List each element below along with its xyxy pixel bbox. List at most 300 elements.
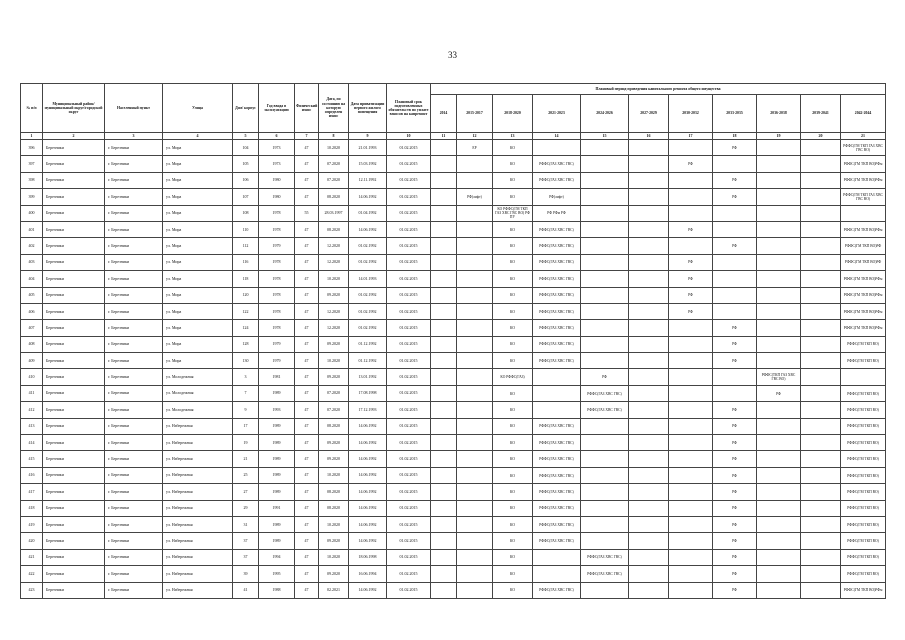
cell-period: РФФС(ГАЗ ХВС ГВС) [581,566,629,582]
cell-period [801,336,841,352]
cell-period [801,582,841,598]
cell-period [457,582,493,598]
cell-st: ул. Мира [163,172,233,188]
cell-h: 21 [233,451,259,467]
cell-period: РФ [713,516,757,532]
cell-period [801,516,841,532]
cell-no: 409 [21,353,43,369]
cell-w: 47 [295,320,319,336]
cell-period [801,500,841,516]
cell-y: 1978 [259,320,295,336]
cell-period: РФФС(ГМ ТКП ВО)РФм [841,172,886,188]
cell-w: 47 [295,353,319,369]
cell-period: РФФС(ГАЗ ХВС ГВС) [533,467,581,483]
cell-period [669,385,713,401]
cell-period [457,205,493,221]
cell-period [457,303,493,319]
cell-w: 47 [295,336,319,352]
cell-st: ул. Набережная [163,582,233,598]
cell-s: г. Березники [105,189,163,205]
cell-period [457,271,493,287]
col-year-built-header: Год ввода в эксплуатацию [259,84,295,133]
cell-m: Березники [43,140,105,156]
table-row [21,418,886,434]
cell-period [457,238,493,254]
cell-period [431,418,457,434]
cell-d: 28.03.1997 [319,205,349,221]
cell-period [757,320,801,336]
cell-period: КО [493,418,533,434]
cell-period: КО [493,582,533,598]
cell-m: Березники [43,336,105,352]
table-row [21,467,886,483]
cell-st: ул. Мира [163,271,233,287]
cell-period [457,353,493,369]
cell-period [801,140,841,156]
column-number: 3 [105,133,163,140]
cell-h: 105 [233,156,259,172]
cell-period [669,205,713,221]
cell-h: 124 [233,320,259,336]
cell-period: КО [493,271,533,287]
cell-period: РФФС(ГМ ТКП ГАЗ ХВС ГВС ВО) [841,140,886,156]
cell-period [757,189,801,205]
cell-period: КО [493,484,533,500]
column-number: 18 [713,133,757,140]
cell-period [581,156,629,172]
cell-period [431,320,457,336]
cell-y: 1978 [259,271,295,287]
cell-period: РФ(лифт) [533,189,581,205]
cell-h: 108 [233,205,259,221]
cell-period [431,140,457,156]
cell-h: 25 [233,467,259,483]
cell-w: 47 [295,566,319,582]
cell-st: ул. Мира [163,254,233,270]
cell-period [431,533,457,549]
cell-period [629,369,669,385]
cell-y: 1994 [259,549,295,565]
column-number: 21 [841,133,886,140]
col-house-header: Дом/ корпус [233,84,259,133]
cell-period: КО [493,353,533,369]
cell-period: РФФС(ГАЗ ХВС ГВС) [533,353,581,369]
table-row [21,353,886,369]
cell-period [757,287,801,303]
cell-dl: 01.02.2015 [387,500,431,516]
cell-period: КО [493,402,533,418]
cell-period [669,402,713,418]
cell-period: РФ(лифт) [457,189,493,205]
cell-no: 423 [21,582,43,598]
cell-period [581,303,629,319]
cell-h: 122 [233,303,259,319]
cell-period: РФФС(ГМ ТКП ВО) [841,385,886,401]
cell-y: 1988 [259,582,295,598]
column-number: 20 [801,133,841,140]
cell-dl: 01.02.2015 [387,566,431,582]
cell-w: 47 [295,303,319,319]
cell-period: КО [493,140,533,156]
cell-period [533,566,581,582]
cell-period [757,435,801,451]
cell-p: 01.02.1992 [349,238,387,254]
cell-period [669,320,713,336]
cell-period: РФ [713,320,757,336]
period-header: 2030-2032 [669,95,713,133]
cell-h: 130 [233,353,259,369]
cell-period: РФФС(ГМ ТКП ВО)РФ [841,254,886,270]
cell-p: 14.06.1992 [349,516,387,532]
cell-period [629,140,669,156]
column-number: 5 [233,133,259,140]
cell-period [669,566,713,582]
table-row [21,484,886,500]
cell-period [713,385,757,401]
column-number: 8 [319,133,349,140]
cell-d: 10.2020 [319,467,349,483]
column-number: 9 [349,133,387,140]
cell-s: г. Березники [105,353,163,369]
capital-repair-table [20,83,886,599]
cell-period [581,205,629,221]
cell-st: ул. Набережная [163,435,233,451]
cell-no: 400 [21,205,43,221]
table-row [21,271,886,287]
cell-d: 07.2020 [319,156,349,172]
cell-no: 405 [21,287,43,303]
cell-s: г. Березники [105,303,163,319]
cell-period [581,336,629,352]
cell-d: 07.2020 [319,385,349,401]
table-row [21,156,886,172]
cell-period: РФФС(ГАЗ ХВС ГВС) [581,385,629,401]
cell-w: 47 [295,271,319,287]
cell-st: ул. Набережная [163,533,233,549]
cell-period [801,287,841,303]
cell-period [431,467,457,483]
cell-y: 1978 [259,303,295,319]
cell-period [431,287,457,303]
cell-period [629,418,669,434]
period-header: 2033-2035 [713,95,757,133]
cell-s: г. Березники [105,336,163,352]
cell-period: ЕР [457,140,493,156]
cell-period [431,385,457,401]
cell-period [629,205,669,221]
cell-period [431,402,457,418]
cell-d: 10.2020 [319,271,349,287]
cell-p: 14.06.1992 [349,582,387,598]
cell-s: г. Березники [105,221,163,237]
cell-period [757,549,801,565]
cell-period [629,582,669,598]
cell-period: РФФС(ГАЗ ХВС ГВС) [533,418,581,434]
cell-period: РФ [713,467,757,483]
cell-st: ул. Набережная [163,516,233,532]
cell-w: 47 [295,287,319,303]
cell-period [431,353,457,369]
cell-no: 403 [21,254,43,270]
page-number: 33 [448,50,457,60]
cell-y: 1989 [259,516,295,532]
cell-period [669,353,713,369]
cell-d: 09.2020 [319,451,349,467]
cell-d: 08.2020 [319,418,349,434]
cell-period [629,336,669,352]
col-settlement-header: Населенный пункт [105,84,163,133]
cell-dl: 01.02.2015 [387,582,431,598]
table-body [21,140,886,599]
cell-period: РФФС(ГМ ТКП ВО)РФм [841,303,886,319]
cell-period [629,172,669,188]
cell-y: 1978 [259,221,295,237]
cell-dl: 01.02.2015 [387,287,431,303]
cell-period: РФФС(ГАЗ ХВС ГВС) [581,402,629,418]
cell-period [457,467,493,483]
cell-y: 1991 [259,500,295,516]
cell-h: 37 [233,549,259,565]
cell-st: ул. Набережная [163,566,233,582]
cell-dl: 01.02.2015 [387,271,431,287]
cell-d: 10.2020 [319,516,349,532]
cell-period [457,385,493,401]
cell-period: РФФС(ГАЗ ХВС ГВС) [533,516,581,532]
cell-period: РФФС(ГАЗ ХВС ГВС) [533,582,581,598]
cell-period [801,549,841,565]
cell-period [581,467,629,483]
cell-st: ул. Мира [163,287,233,303]
cell-s: г. Березники [105,385,163,401]
cell-y: 1979 [259,238,295,254]
cell-period [757,402,801,418]
cell-m: Березники [43,254,105,270]
cell-st: ул. Мира [163,140,233,156]
cell-period [757,516,801,532]
cell-no: 411 [21,385,43,401]
cell-period [581,418,629,434]
cell-m: Березники [43,582,105,598]
cell-s: г. Березники [105,402,163,418]
cell-period: КО [493,336,533,352]
cell-no: 404 [21,271,43,287]
cell-s: г. Березники [105,500,163,516]
cell-st: ул. Набережная [163,418,233,434]
cell-y: 1989 [259,484,295,500]
cell-period [629,516,669,532]
cell-d: 12.2020 [319,320,349,336]
cell-p: 17.08.1998 [349,385,387,401]
table-row [21,533,886,549]
cell-w: 47 [295,516,319,532]
cell-period [801,320,841,336]
cell-period [629,254,669,270]
cell-dl: 01.02.2015 [387,353,431,369]
cell-period: КО [493,500,533,516]
cell-period [431,254,457,270]
cell-period [581,435,629,451]
cell-s: г. Березники [105,435,163,451]
cell-period [801,221,841,237]
cell-period [629,287,669,303]
cell-period: РФФС(ГМ ТКП ВО) [841,418,886,434]
cell-period: РФ [713,484,757,500]
cell-period: РФФС(ГМ ТКП ВО) [841,336,886,352]
cell-period [431,435,457,451]
cell-period [713,205,757,221]
cell-no: 406 [21,303,43,319]
cell-p: 14.06.1992 [349,500,387,516]
cell-period: РФ [669,254,713,270]
cell-period: РФФС(ГМ ТКП ВО)РФм [841,582,886,598]
period-header: 2042-2044 [841,95,886,133]
cell-period [581,189,629,205]
cell-m: Березники [43,189,105,205]
cell-h: 110 [233,221,259,237]
cell-y: 1993 [259,402,295,418]
cell-no: 401 [21,221,43,237]
cell-p: 16.06.1994 [349,566,387,582]
cell-period: РФФС(ГМ ТКП ВО) [841,435,886,451]
cell-w: 47 [295,254,319,270]
cell-period [431,500,457,516]
cell-s: г. Березники [105,369,163,385]
col-priv-date-header: Дата приватизации первого жилого помещения [349,84,387,133]
cell-h: 112 [233,238,259,254]
col-street-header: Улица [163,84,233,133]
cell-period: РФ [669,303,713,319]
cell-period [801,303,841,319]
cell-period: КО [493,172,533,188]
cell-period [713,369,757,385]
cell-s: г. Березники [105,516,163,532]
cell-period [629,484,669,500]
cell-h: 31 [233,516,259,532]
table-row [21,221,886,237]
cell-period [669,582,713,598]
cell-h: 116 [233,254,259,270]
cell-period: РФ [669,271,713,287]
cell-period [801,385,841,401]
cell-period: КО [493,451,533,467]
cell-h: 7 [233,385,259,401]
cell-period: КО [493,189,533,205]
table-row [21,336,886,352]
cell-period [757,467,801,483]
table-row [21,140,886,156]
cell-period: РФ [713,549,757,565]
cell-period [457,435,493,451]
cell-s: г. Березники [105,418,163,434]
cell-w: 47 [295,533,319,549]
cell-period [629,320,669,336]
table-row [21,287,886,303]
table-row [21,516,886,532]
cell-dl: 01.02.2015 [387,418,431,434]
cell-d: 08.2020 [319,221,349,237]
cell-s: г. Березники [105,156,163,172]
cell-w: 47 [295,451,319,467]
cell-period [581,582,629,598]
cell-dl: 01.02.2015 [387,533,431,549]
cell-p: 01.02.1992 [349,254,387,270]
cell-d: 09.2020 [319,287,349,303]
cell-y: 1989 [259,435,295,451]
cell-s: г. Березники [105,582,163,598]
cell-s: г. Березники [105,320,163,336]
cell-m: Березники [43,238,105,254]
cell-period [431,566,457,582]
cell-period: РФФС(ГАЗ ХВС ГВС) [533,484,581,500]
cell-period: РФФС(ГАЗ ХВС ГВС) [581,549,629,565]
cell-m: Березники [43,353,105,369]
cell-period [801,353,841,369]
cell-period: РФ [669,287,713,303]
cell-m: Березники [43,271,105,287]
cell-d: 12.2020 [319,238,349,254]
cell-h: 128 [233,336,259,352]
cell-st: ул. Молодежная [163,402,233,418]
cell-no: 419 [21,516,43,532]
cell-st: ул. Мира [163,353,233,369]
cell-period [757,303,801,319]
cell-w: 47 [295,402,319,418]
cell-period [757,451,801,467]
cell-period: КО [493,254,533,270]
cell-no: 414 [21,435,43,451]
cell-period [457,516,493,532]
cell-period [669,549,713,565]
cell-y: 1980 [259,189,295,205]
cell-period [669,467,713,483]
cell-period: РФФС(ГМ ТКП ВО) [841,451,886,467]
column-number: 6 [259,133,295,140]
cell-no: 407 [21,320,43,336]
cell-period [841,369,886,385]
cell-period [629,353,669,369]
cell-period [431,303,457,319]
cell-period [629,385,669,401]
cell-period [581,451,629,467]
cell-no: 413 [21,418,43,434]
cell-period [581,320,629,336]
cell-h: 41 [233,582,259,598]
cell-period: КО [493,303,533,319]
cell-period [629,303,669,319]
cell-period [757,205,801,221]
table-row [21,402,886,418]
cell-y: 1989 [259,385,295,401]
cell-period: РФ [713,336,757,352]
cell-dl: 01.02.2015 [387,238,431,254]
col-municipality-header: Муниципальный район/муниципальный округ/городской округ [43,84,105,133]
cell-m: Березники [43,549,105,565]
cell-period [629,467,669,483]
period-header: 2039-2041 [801,95,841,133]
cell-m: Березники [43,303,105,319]
column-number: 15 [581,133,629,140]
column-number: 11 [431,133,457,140]
cell-period: РФФС(ГМ ТКП ВО)РФм [841,271,886,287]
period-header: 2036-2038 [757,95,801,133]
cell-period [801,418,841,434]
cell-period: РФФС(ГМ ТКП ВО) [841,402,886,418]
cell-no: 410 [21,369,43,385]
cell-w: 55 [295,205,319,221]
cell-p: 14.06.1992 [349,484,387,500]
cell-period [757,172,801,188]
cell-period [581,353,629,369]
